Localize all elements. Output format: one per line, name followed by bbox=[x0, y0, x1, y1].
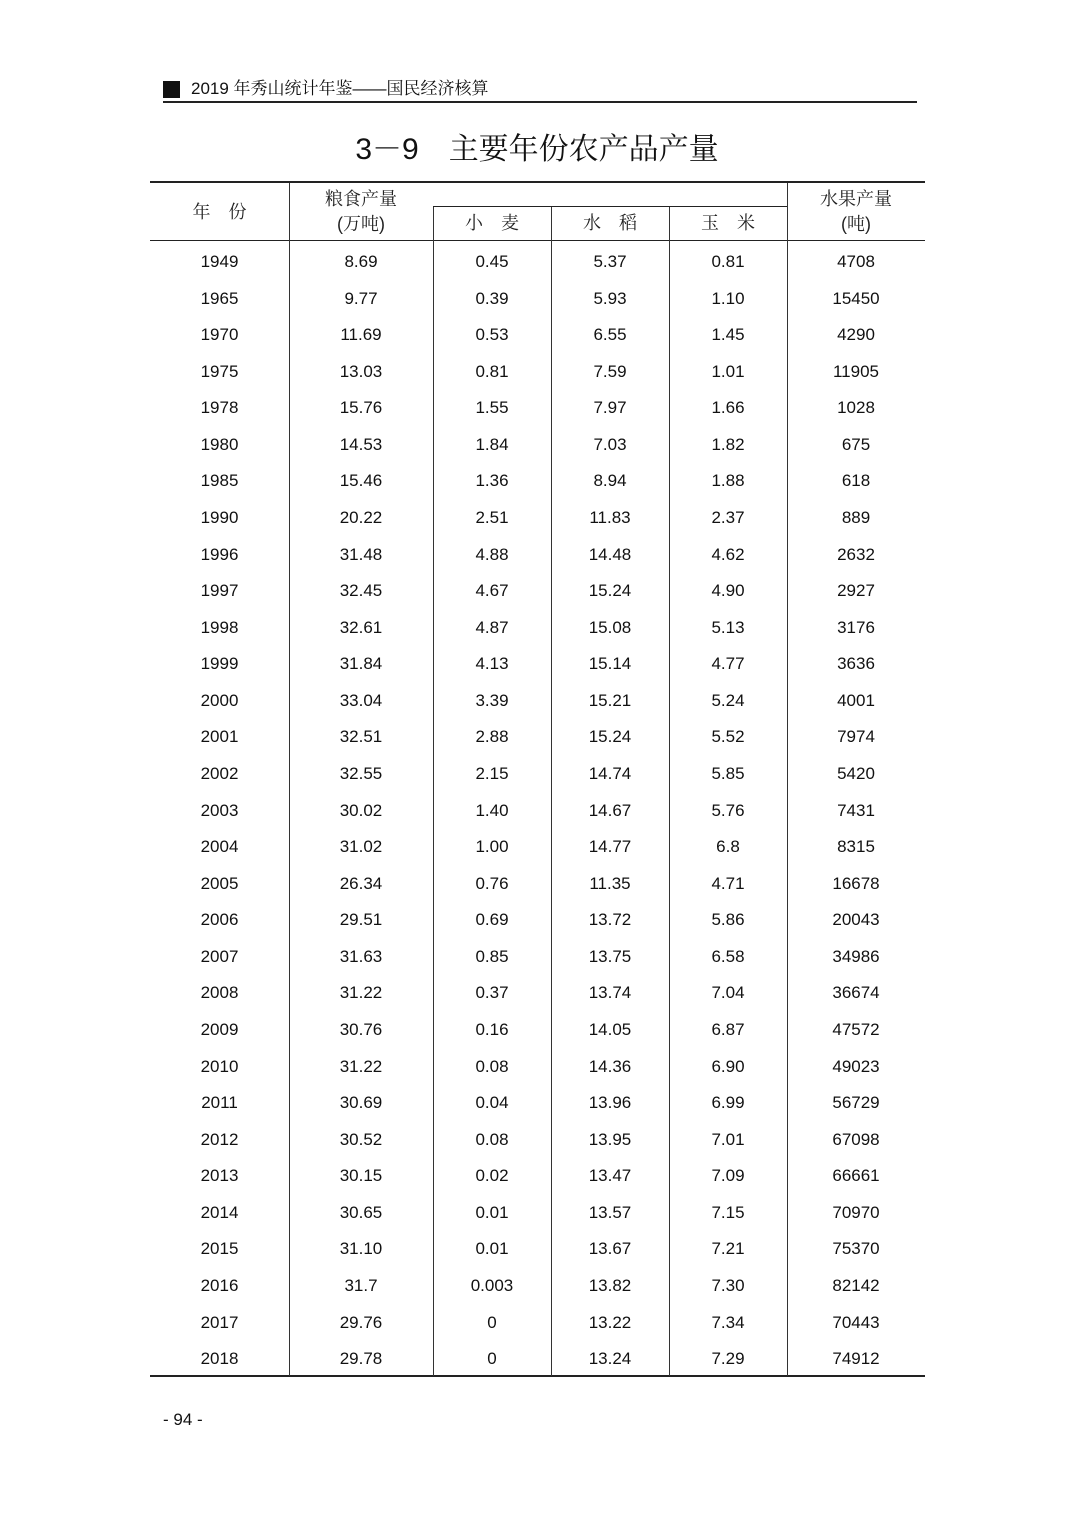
cell-fruit: 20043 bbox=[832, 910, 880, 930]
cell-fruit: 5420 bbox=[837, 763, 875, 783]
cell-rice: 14.67 bbox=[588, 800, 632, 820]
cell-year: 2004 bbox=[200, 837, 239, 857]
cell-fruit: 56729 bbox=[832, 1093, 880, 1113]
cell-wheat: 0.69 bbox=[475, 910, 509, 930]
table-row bbox=[150, 354, 925, 390]
cell-wheat: 0.04 bbox=[475, 1093, 509, 1113]
table-row bbox=[150, 975, 925, 1011]
cell-corn: 7.04 bbox=[711, 983, 745, 1003]
header-corn: 玉 米 bbox=[701, 213, 755, 233]
cell-fruit: 49023 bbox=[832, 1056, 880, 1076]
cell-fruit: 889 bbox=[841, 507, 871, 527]
cell-fruit: 4290 bbox=[837, 325, 875, 345]
cell-grain: 31.84 bbox=[339, 654, 383, 674]
cell-grain: 31.48 bbox=[339, 544, 383, 564]
cell-grain: 9.77 bbox=[344, 288, 378, 308]
cell-corn: 7.30 bbox=[711, 1275, 745, 1295]
cell-grain: 26.34 bbox=[339, 873, 383, 893]
cell-year: 2016 bbox=[200, 1275, 239, 1295]
cell-grain: 8.69 bbox=[344, 252, 378, 271]
table-row bbox=[150, 902, 925, 938]
cell-corn: 6.8 bbox=[716, 837, 740, 857]
cell-rice: 13.75 bbox=[588, 946, 632, 966]
cell-corn: 6.99 bbox=[711, 1093, 745, 1113]
table-row bbox=[150, 1305, 925, 1341]
cell-rice: 13.72 bbox=[588, 910, 632, 930]
cell-wheat: 0.02 bbox=[475, 1166, 509, 1186]
table-row bbox=[150, 537, 925, 573]
cell-corn: 0.81 bbox=[711, 252, 745, 271]
cell-grain: 31.63 bbox=[339, 946, 383, 966]
table-row bbox=[150, 829, 925, 865]
cell-year: 2008 bbox=[200, 983, 239, 1003]
cell-fruit: 618 bbox=[841, 471, 871, 491]
cell-corn: 1.66 bbox=[711, 398, 745, 418]
table-row bbox=[150, 719, 925, 755]
cell-grain: 31.10 bbox=[339, 1239, 383, 1259]
cell-wheat: 0.45 bbox=[475, 252, 509, 271]
cell-wheat: 4.87 bbox=[475, 617, 509, 637]
cell-year: 2003 bbox=[200, 800, 239, 820]
cell-year: 2007 bbox=[200, 946, 239, 966]
header-year: 年 份 bbox=[192, 202, 247, 222]
cell-fruit: 70443 bbox=[832, 1312, 880, 1332]
cell-corn: 5.52 bbox=[711, 727, 745, 747]
table-subheader-rule bbox=[433, 206, 787, 207]
cell-year: 1975 bbox=[200, 361, 239, 381]
cell-corn: 6.58 bbox=[711, 946, 745, 966]
cell-corn: 4.77 bbox=[711, 654, 745, 674]
cell-corn: 5.85 bbox=[711, 763, 745, 783]
cell-rice: 7.59 bbox=[593, 361, 627, 381]
table-row bbox=[150, 281, 925, 317]
cell-wheat: 0.01 bbox=[475, 1239, 509, 1259]
cell-wheat: 4.67 bbox=[475, 581, 509, 601]
cell-grain: 31.22 bbox=[339, 1056, 383, 1076]
cell-wheat: 1.84 bbox=[475, 434, 509, 454]
cell-corn: 4.62 bbox=[711, 544, 745, 564]
cell-corn: 7.15 bbox=[711, 1202, 745, 1222]
table-row bbox=[150, 1341, 925, 1377]
cell-wheat: 1.55 bbox=[475, 398, 509, 418]
table-row bbox=[150, 427, 925, 463]
cell-grain: 32.51 bbox=[339, 727, 383, 747]
cell-grain: 13.03 bbox=[339, 361, 383, 381]
cell-year: 1996 bbox=[200, 544, 239, 564]
cell-fruit: 675 bbox=[841, 434, 871, 454]
cell-grain: 29.76 bbox=[339, 1312, 383, 1332]
table-title-text: 主要年份农产品产量 bbox=[448, 133, 719, 166]
cell-rice: 14.48 bbox=[588, 544, 632, 564]
cell-grain: 30.15 bbox=[339, 1166, 383, 1186]
cell-fruit: 2927 bbox=[837, 581, 875, 601]
cell-year: 2014 bbox=[200, 1202, 239, 1222]
cell-rice: 11.83 bbox=[589, 507, 631, 527]
square-bullet-icon bbox=[163, 81, 180, 98]
cell-wheat: 2.51 bbox=[475, 507, 509, 527]
cell-grain: 32.61 bbox=[339, 617, 383, 637]
cell-wheat: 1.40 bbox=[475, 800, 509, 820]
cell-year: 1949 bbox=[200, 252, 239, 271]
cell-grain: 30.76 bbox=[339, 1019, 383, 1039]
cell-fruit: 34986 bbox=[832, 946, 880, 966]
cell-grain: 30.69 bbox=[339, 1093, 383, 1113]
cell-corn: 1.10 bbox=[711, 288, 745, 308]
cell-wheat: 0.003 bbox=[470, 1275, 514, 1295]
table-row bbox=[150, 573, 925, 609]
cell-fruit: 15450 bbox=[832, 288, 880, 308]
table-number: 3－9 bbox=[355, 133, 419, 166]
cell-rice: 13.22 bbox=[588, 1312, 632, 1332]
cell-year: 2013 bbox=[200, 1166, 239, 1186]
cell-corn: 1.45 bbox=[711, 325, 745, 345]
cell-wheat: 1.36 bbox=[475, 471, 509, 491]
cell-fruit: 67098 bbox=[832, 1129, 880, 1149]
cell-year: 2017 bbox=[200, 1312, 239, 1332]
cell-rice: 13.57 bbox=[588, 1202, 632, 1222]
table-row bbox=[150, 646, 925, 682]
cell-rice: 7.03 bbox=[593, 434, 627, 454]
cell-rice: 14.36 bbox=[588, 1056, 632, 1076]
cell-corn: 6.87 bbox=[711, 1019, 745, 1039]
cell-fruit: 82142 bbox=[832, 1275, 880, 1295]
cell-wheat: 0.08 bbox=[475, 1129, 509, 1149]
cell-year: 2000 bbox=[200, 690, 239, 710]
cell-grain: 29.51 bbox=[339, 910, 383, 930]
table-row bbox=[150, 756, 925, 792]
table-row bbox=[150, 1158, 925, 1194]
cell-fruit: 11905 bbox=[832, 361, 879, 381]
cell-rice: 14.77 bbox=[588, 837, 632, 857]
cell-grain: 32.55 bbox=[339, 763, 383, 783]
cell-fruit: 36674 bbox=[832, 983, 880, 1003]
cell-year: 1970 bbox=[200, 325, 239, 345]
cell-rice: 11.35 bbox=[589, 873, 631, 893]
running-head-text: 2019 年秀山统计年鉴——国民经济核算 bbox=[191, 79, 489, 98]
cell-grain: 32.45 bbox=[339, 581, 383, 601]
cell-rice: 14.74 bbox=[588, 763, 632, 783]
cell-corn: 1.01 bbox=[711, 361, 745, 381]
header-rice: 水 稻 bbox=[583, 213, 637, 233]
cell-rice: 13.74 bbox=[588, 983, 632, 1003]
table-row bbox=[150, 500, 925, 536]
cell-wheat: 0.85 bbox=[475, 946, 509, 966]
cell-wheat: 0.01 bbox=[475, 1202, 509, 1222]
table-top-rule bbox=[150, 181, 925, 183]
cell-rice: 7.97 bbox=[593, 398, 627, 418]
cell-wheat: 0.39 bbox=[475, 288, 509, 308]
table-title bbox=[0, 130, 1074, 170]
cell-year: 2015 bbox=[200, 1239, 239, 1259]
cell-fruit: 7974 bbox=[837, 727, 875, 747]
cell-rice: 13.67 bbox=[588, 1239, 632, 1259]
cell-year: 1978 bbox=[200, 398, 239, 418]
cell-year: 2006 bbox=[200, 910, 239, 930]
cell-wheat: 0.08 bbox=[475, 1056, 509, 1076]
cell-fruit: 4001 bbox=[837, 690, 875, 710]
cell-rice: 8.94 bbox=[593, 471, 627, 491]
cell-wheat: 4.88 bbox=[475, 544, 509, 564]
cell-corn: 1.88 bbox=[711, 471, 745, 491]
header-rule bbox=[163, 101, 917, 103]
cell-grain: 29.78 bbox=[339, 1349, 383, 1369]
cell-corn: 1.82 bbox=[711, 434, 745, 454]
cell-year: 2012 bbox=[200, 1129, 239, 1149]
cell-grain: 31.7 bbox=[344, 1275, 378, 1295]
cell-fruit: 2632 bbox=[837, 544, 875, 564]
cell-rice: 5.37 bbox=[593, 252, 627, 271]
table-row bbox=[150, 683, 925, 719]
table-row bbox=[150, 1195, 925, 1231]
cell-fruit: 47572 bbox=[832, 1019, 880, 1039]
cell-grain: 11.69 bbox=[340, 325, 382, 345]
cell-fruit: 70970 bbox=[832, 1202, 880, 1222]
cell-fruit: 7431 bbox=[837, 800, 875, 820]
table-row bbox=[150, 1231, 925, 1267]
cell-year: 1985 bbox=[200, 471, 239, 491]
table-row bbox=[150, 939, 925, 975]
cell-wheat: 0 bbox=[487, 1349, 497, 1369]
cell-fruit: 66661 bbox=[832, 1166, 880, 1186]
table-row bbox=[150, 1122, 925, 1158]
cell-rice: 13.47 bbox=[588, 1166, 632, 1186]
cell-rice: 13.82 bbox=[588, 1275, 632, 1295]
cell-grain: 30.65 bbox=[339, 1202, 383, 1222]
cell-fruit: 75370 bbox=[832, 1239, 880, 1259]
cell-rice: 14.05 bbox=[588, 1019, 632, 1039]
cell-corn: 5.24 bbox=[711, 690, 745, 710]
table-row bbox=[150, 317, 925, 353]
cell-rice: 15.08 bbox=[588, 617, 632, 637]
cell-wheat: 1.00 bbox=[475, 837, 509, 857]
table-row bbox=[150, 610, 925, 646]
cell-rice: 15.24 bbox=[588, 727, 632, 747]
cell-year: 1965 bbox=[200, 288, 239, 308]
cell-rice: 5.93 bbox=[593, 288, 627, 308]
cell-grain: 31.02 bbox=[339, 837, 383, 857]
cell-wheat: 0 bbox=[487, 1312, 497, 1332]
cell-grain: 14.53 bbox=[339, 434, 383, 454]
cell-fruit: 3176 bbox=[837, 617, 875, 637]
cell-corn: 7.29 bbox=[711, 1349, 745, 1369]
cell-rice: 6.55 bbox=[593, 325, 627, 345]
cell-grain: 20.22 bbox=[339, 507, 383, 527]
cell-wheat: 3.39 bbox=[475, 690, 509, 710]
cell-fruit: 74912 bbox=[832, 1349, 880, 1369]
cell-corn: 2.37 bbox=[711, 507, 745, 527]
cell-corn: 5.13 bbox=[711, 617, 745, 637]
header-fruit: 水果产量 bbox=[820, 189, 892, 209]
cell-fruit: 16678 bbox=[832, 873, 880, 893]
cell-year: 1998 bbox=[200, 617, 239, 637]
cell-year: 2005 bbox=[200, 873, 239, 893]
cell-grain: 15.46 bbox=[339, 471, 383, 491]
cell-wheat: 0.76 bbox=[475, 873, 509, 893]
cell-rice: 13.24 bbox=[588, 1349, 632, 1369]
table-row bbox=[150, 1049, 925, 1085]
cell-wheat: 0.37 bbox=[475, 983, 509, 1003]
cell-corn: 5.86 bbox=[711, 910, 745, 930]
cell-year: 1999 bbox=[200, 654, 239, 674]
table-row bbox=[150, 390, 925, 426]
cell-rice: 15.24 bbox=[588, 581, 632, 601]
cell-grain: 30.02 bbox=[339, 800, 383, 820]
cell-corn: 7.01 bbox=[711, 1129, 745, 1149]
cell-rice: 15.21 bbox=[588, 690, 632, 710]
cell-grain: 15.76 bbox=[339, 398, 383, 418]
header-grain: 粮食产量 bbox=[325, 189, 397, 209]
cell-year: 1980 bbox=[200, 434, 239, 454]
cell-year: 2011 bbox=[201, 1093, 238, 1113]
cell-year: 1990 bbox=[200, 507, 239, 527]
cell-wheat: 0.53 bbox=[475, 325, 509, 345]
cell-corn: 4.71 bbox=[711, 873, 745, 893]
running-head bbox=[163, 78, 917, 102]
cell-rice: 13.95 bbox=[588, 1129, 632, 1149]
cell-year: 2010 bbox=[200, 1056, 239, 1076]
cell-rice: 13.96 bbox=[588, 1093, 632, 1113]
cell-fruit: 3636 bbox=[837, 654, 875, 674]
table-row bbox=[150, 1268, 925, 1304]
cell-wheat: 4.13 bbox=[475, 654, 509, 674]
cell-rice: 15.14 bbox=[588, 654, 632, 674]
cell-corn: 5.76 bbox=[711, 800, 745, 820]
cell-grain: 30.52 bbox=[339, 1129, 383, 1149]
cell-corn: 7.34 bbox=[711, 1312, 745, 1332]
cell-year: 1997 bbox=[200, 581, 239, 601]
cell-wheat: 0.81 bbox=[475, 361, 509, 381]
cell-year: 2002 bbox=[200, 763, 239, 783]
cell-year: 2018 bbox=[200, 1349, 239, 1369]
table-header-rule bbox=[150, 240, 925, 241]
table-row bbox=[150, 244, 925, 280]
cell-grain: 31.22 bbox=[339, 983, 383, 1003]
cell-wheat: 0.16 bbox=[475, 1019, 509, 1039]
cell-fruit: 8315 bbox=[837, 837, 875, 857]
header-fruit-unit: (吨) bbox=[841, 214, 871, 234]
cell-year: 2009 bbox=[200, 1019, 239, 1039]
page-number: - 94 - bbox=[163, 1410, 203, 1429]
cell-grain: 33.04 bbox=[339, 690, 383, 710]
table-row bbox=[150, 463, 925, 499]
cell-fruit: 4708 bbox=[837, 252, 875, 271]
cell-wheat: 2.15 bbox=[475, 763, 509, 783]
table-row bbox=[150, 1085, 925, 1121]
cell-year: 2001 bbox=[200, 727, 239, 747]
cell-wheat: 2.88 bbox=[475, 727, 509, 747]
header-grain-unit: (万吨) bbox=[337, 214, 385, 234]
table-row bbox=[150, 1012, 925, 1048]
table-row bbox=[150, 793, 925, 829]
header-wheat: 小 麦 bbox=[465, 213, 519, 233]
cell-corn: 6.90 bbox=[711, 1056, 745, 1076]
cell-corn: 4.90 bbox=[711, 581, 745, 601]
cell-corn: 7.21 bbox=[711, 1239, 745, 1259]
cell-fruit: 1028 bbox=[837, 398, 875, 418]
cell-corn: 7.09 bbox=[711, 1166, 745, 1186]
table-row bbox=[150, 866, 925, 902]
